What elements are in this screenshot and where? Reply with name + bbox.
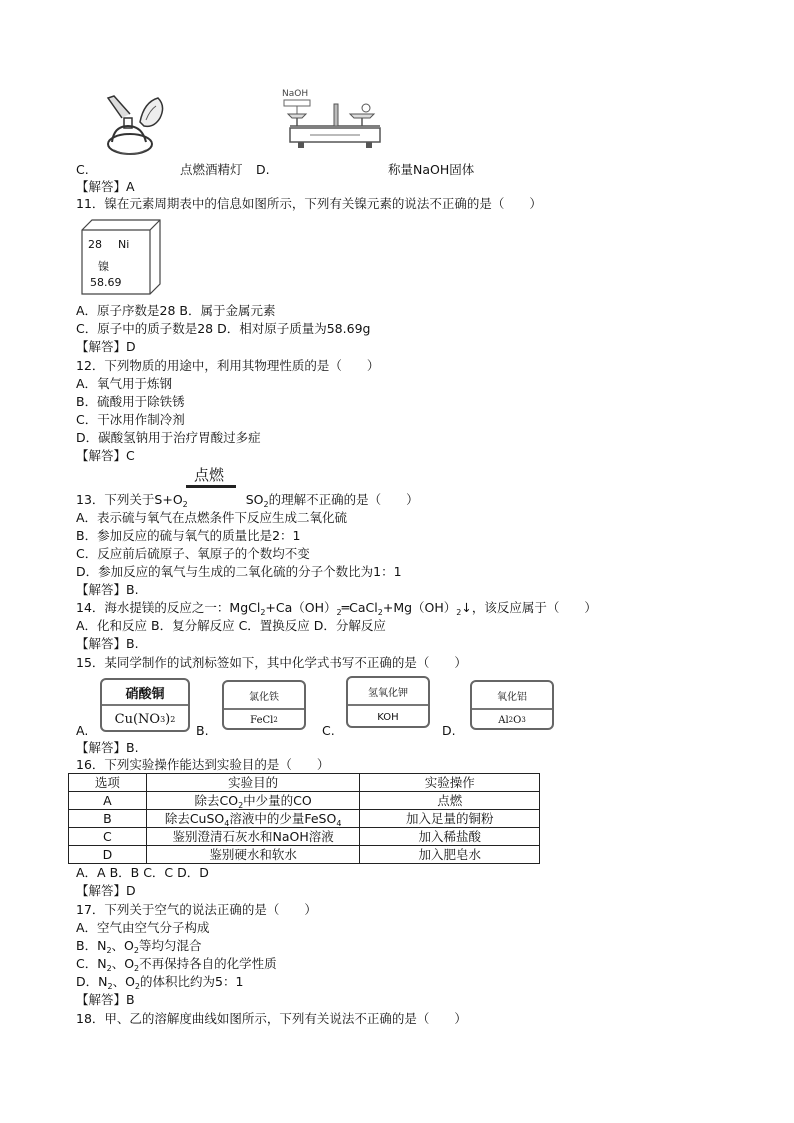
q17-option-b: B．$N_2$、$O_2$等均匀混合: [76, 938, 202, 955]
reagent-label-d: [470, 680, 554, 730]
q14-stem-part: ═CaCl: [341, 600, 378, 615]
alcohol-lamp-figure: [100, 92, 170, 162]
q12-option-c: C．干冰用作制冷剂: [76, 412, 185, 427]
q11-stem: 11．镍在元素周期表中的信息如图所示，下列有关镍元素的说法不正确的是（ ）: [76, 196, 542, 211]
q16-answer: 【解答】D: [76, 883, 136, 898]
reagent-label-c-name: 氢氧化钾: [348, 678, 428, 706]
q10-option-c-caption: 点燃酒精灯: [180, 162, 243, 177]
element-symbol: Ni: [118, 238, 130, 251]
q13-option-d: D．参加反应的氧气与生成的二氧化硫的分子个数比为1：1: [76, 564, 402, 579]
q14-stem-part: ↓，该反应属于（ ）: [461, 600, 597, 615]
table-cell: 除去$CO_2$中少量的CO: [146, 792, 360, 810]
q15-letter-b: B.: [196, 723, 209, 738]
q12-option-a: A．氧气用于炼钢: [76, 376, 173, 391]
q14-answer: 【解答】B.: [76, 636, 139, 651]
q17-answer: 【解答】B: [76, 992, 135, 1007]
reagent-label-b-name: 氯化铁: [224, 682, 304, 710]
q13-stem-mid: SO: [245, 492, 264, 507]
q13-stem-prefix: 13．下列关于S+O: [76, 492, 183, 507]
q10-option-c-label: C.: [76, 162, 89, 177]
q11-answer: 【解答】D: [76, 339, 136, 354]
q10-option-d-label: D.: [256, 162, 270, 177]
q16-table: [68, 773, 540, 864]
q10-answer: 【解答】A: [76, 179, 135, 194]
table-cell: B: [69, 810, 147, 828]
q15-letter-d: D.: [442, 723, 456, 738]
q14-stem: 14．海水提镁的反应之一：$MgCl_2+Ca(OH)_2═CaCl_2+Mg(OH)_2↓$，该反应属于（ ）: [76, 600, 597, 617]
q14-options: A．化和反应 B．复分解反应 C．置换反应 D．分解反应: [76, 618, 386, 633]
q13-option-c: C．反应前后硫原子、氧原子的个数均不变: [76, 546, 310, 561]
q13-option-b: B．参加反应的硫与氧气的质量比是2：1: [76, 528, 301, 543]
table-cell: 鉴别硬水和软水: [146, 846, 360, 864]
q13-condition: 点燃: [194, 466, 225, 484]
table-header-row: [69, 774, 540, 792]
element-tile-nickel: [80, 218, 162, 296]
element-mass: 58.69: [90, 276, 122, 289]
table-header: 选项: [69, 774, 147, 792]
q18-stem: 18．甲、乙的溶解度曲线如图所示，下列有关说法不正确的是（ ）: [76, 1011, 467, 1026]
q14-stem-part: 14．海水提镁的反应之一：MgCl: [76, 600, 261, 615]
reagent-label-c-formula: KOH: [377, 711, 399, 723]
table-cell: 加入足量的铜粉: [360, 810, 540, 828]
table-row: [69, 846, 540, 864]
balance-figure: [280, 84, 390, 156]
table-cell: 除去CuSO$_4$溶液中的少量FeSO$_4$: [146, 810, 360, 828]
q15-letter-a: A.: [76, 723, 89, 738]
q14-stem-part: +Ca（OH）: [265, 600, 337, 615]
q17-option-a: A．空气由空气分子构成: [76, 920, 210, 935]
reagent-label-b: [222, 680, 306, 730]
table-cell: D: [69, 846, 147, 864]
q10-option-d-caption: 称量NaOH固体: [388, 162, 475, 177]
table-cell: 加入稀盐酸: [360, 828, 540, 846]
q11-options-line1: A．原子序数是28 B．属于金属元素: [76, 303, 276, 318]
table-cell: 加入肥皂水: [360, 846, 540, 864]
q13-reaction-bar: [186, 485, 236, 488]
reagent-label-d-formula: Al 2 O 3: [498, 714, 526, 726]
q13-stem: 13．下列关于$S+O_2$ $SO_2$的理解不正确的是（ ）: [76, 492, 419, 509]
q16-stem: 16．下列实验操作能达到实验目的是（ ）: [76, 757, 330, 772]
table-header: 实验操作: [360, 774, 540, 792]
table-cell: 点燃: [360, 792, 540, 810]
balance-naoh-text: NaOH: [282, 89, 309, 99]
q12-option-d: D．碳酸氢钠用于治疗胃酸过多症: [76, 430, 261, 445]
q13-stem-suffix: 的理解不正确的是（ ）: [268, 492, 419, 507]
table-row: [69, 810, 540, 828]
q17-stem: 17．下列关于空气的说法正确的是（ ）: [76, 902, 317, 917]
table-cell: A: [69, 792, 147, 810]
reagent-label-a: [100, 678, 190, 732]
q17-option-d: D．$N_2$、$O_2$的体积比约为5：1: [76, 974, 244, 991]
q12-option-b: B．硫酸用于除铁锈: [76, 394, 185, 409]
q14-stem-part: +Mg（OH）: [382, 600, 457, 615]
q15-letter-c: C.: [322, 723, 335, 738]
q11-options-line2: C．原子中的质子数是28 D．相对原子质量为58.69g: [76, 321, 371, 336]
reagent-label-a-formula: Cu(NO 3 ) 2: [114, 711, 176, 727]
q17-option-c: C．$N_2$、$O_2$不再保持各自的化学性质: [76, 956, 277, 973]
element-number: 28: [88, 238, 102, 251]
reagent-label-c: [346, 676, 430, 728]
q12-stem: 12．下列物质的用途中，利用其物理性质的是（ ）: [76, 358, 380, 373]
element-name: 镍: [98, 260, 109, 273]
reagent-label-b-formula: FeCl 2: [250, 714, 278, 726]
q15-answer: 【解答】B.: [76, 740, 139, 755]
q15-stem: 15．某同学制作的试剂标签如下，其中化学式书写不正确的是（ ）: [76, 655, 467, 670]
reagent-label-d-name: 氧化铝: [472, 682, 552, 710]
q13-option-a: A．表示硫与氧气在点燃条件下反应生成二氧化硫: [76, 510, 348, 525]
q13-answer: 【解答】B.: [76, 582, 139, 597]
table-row: [69, 792, 540, 810]
reagent-label-a-name: 硝酸铜: [102, 680, 188, 706]
table-cell: 鉴别澄清石灰水和NaOH溶液: [146, 828, 360, 846]
table-row: [69, 828, 540, 846]
q12-answer: 【解答】C: [76, 448, 135, 463]
q16-options: A．A B．B C．C D．D: [76, 865, 209, 880]
table-header: 实验目的: [146, 774, 360, 792]
table-cell: C: [69, 828, 147, 846]
